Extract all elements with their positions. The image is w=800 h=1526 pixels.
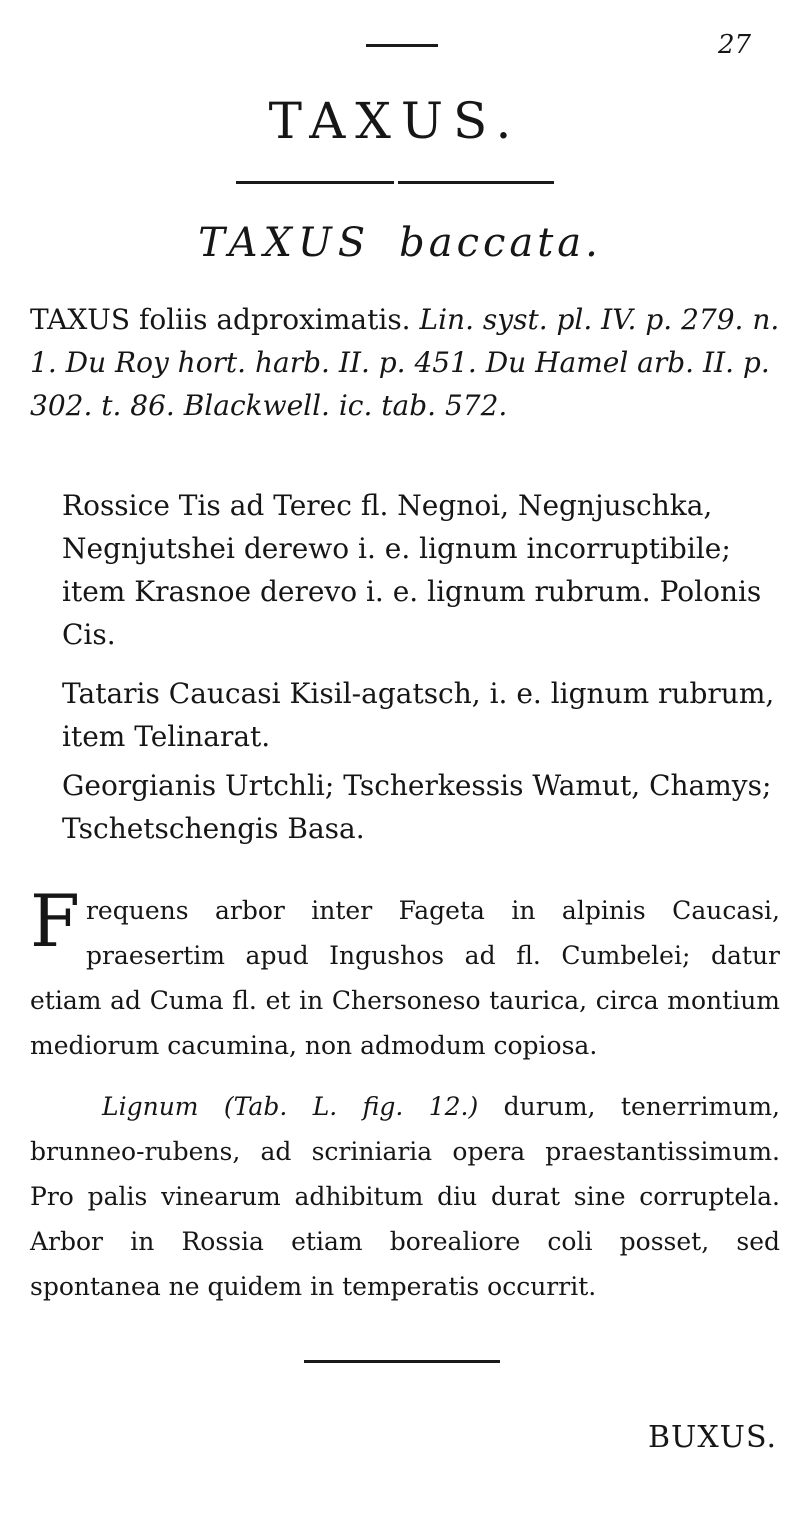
bottom-rule (304, 1360, 500, 1363)
page-number: 27 (718, 30, 752, 60)
vernacular-text: Caucasi Kisil-agatsch, i. e. lignum rubrum, item Telinarat. (62, 677, 775, 753)
vernacular-entry-georgianis (62, 764, 780, 850)
synonymy-entry (30, 298, 780, 427)
paragraph-text: durum, tenerrimum, brunneo-rubens, ad scriniaria opera praestantissimum. Pro palis vinearum adhibitum diu durat sine corruptela. Arbor in Rossia etiam borealiore coli posset, sed spontanea ne quidem in temperatis occurrit. (30, 1092, 780, 1301)
catchword: BUXUS. (648, 1420, 777, 1455)
description-paragraph-1 (30, 879, 780, 1068)
top-rule (366, 44, 438, 47)
synonymy-lead: TAXUS foliis adproximatis. (30, 303, 411, 336)
vernacular-lead: Georgianis (62, 769, 217, 802)
vernacular-text: Urtchli; Tscherkessis Wamut, Chamys; Tschetschengis Basa. (62, 769, 772, 845)
vernacular-lead: Tataris (62, 677, 160, 710)
paragraph-lead: Lignum (Tab. L. fig. 12.) (102, 1092, 479, 1121)
vernacular-lead: Rossice (62, 489, 170, 522)
vernacular-text: Tis ad Terec fl. Negnoi, Negnjuschka, Negnjutshei derewo i. e. lignum incorruptibile; item Krasnoe derevo i. e. lignum rubrum. Polonis Cis. (62, 489, 762, 651)
species-epithet: baccata. (399, 220, 602, 266)
heading-rule-right (398, 181, 554, 184)
synonymy-reference: Lin. syst. pl. IV. p. 279. n. 1. Du Roy hort. harb. II. p. 451. Du Hamel arb. II. p. 302. t. 86. Blackwell. ic. tab. 572. (30, 303, 780, 422)
heading-rule-left (236, 181, 394, 184)
description-paragraph-2 (30, 1084, 780, 1309)
vernacular-entry-tataris (62, 672, 780, 758)
paragraph-text: requens arbor inter Fageta in alpinis Caucasi, praesertim apud Ingushos ad fl. Cumbelei; datur etiam ad Cuma fl. et in Chersoneso taurica, circa montium mediorum cacumina, non admodum copiosa. (30, 896, 780, 1060)
species-genus: TAXUS (198, 220, 372, 266)
vernacular-entry-rossice (62, 484, 780, 656)
genus-heading: TAXUS. (268, 92, 522, 150)
species-heading (0, 220, 800, 266)
drop-cap: F (30, 879, 80, 963)
